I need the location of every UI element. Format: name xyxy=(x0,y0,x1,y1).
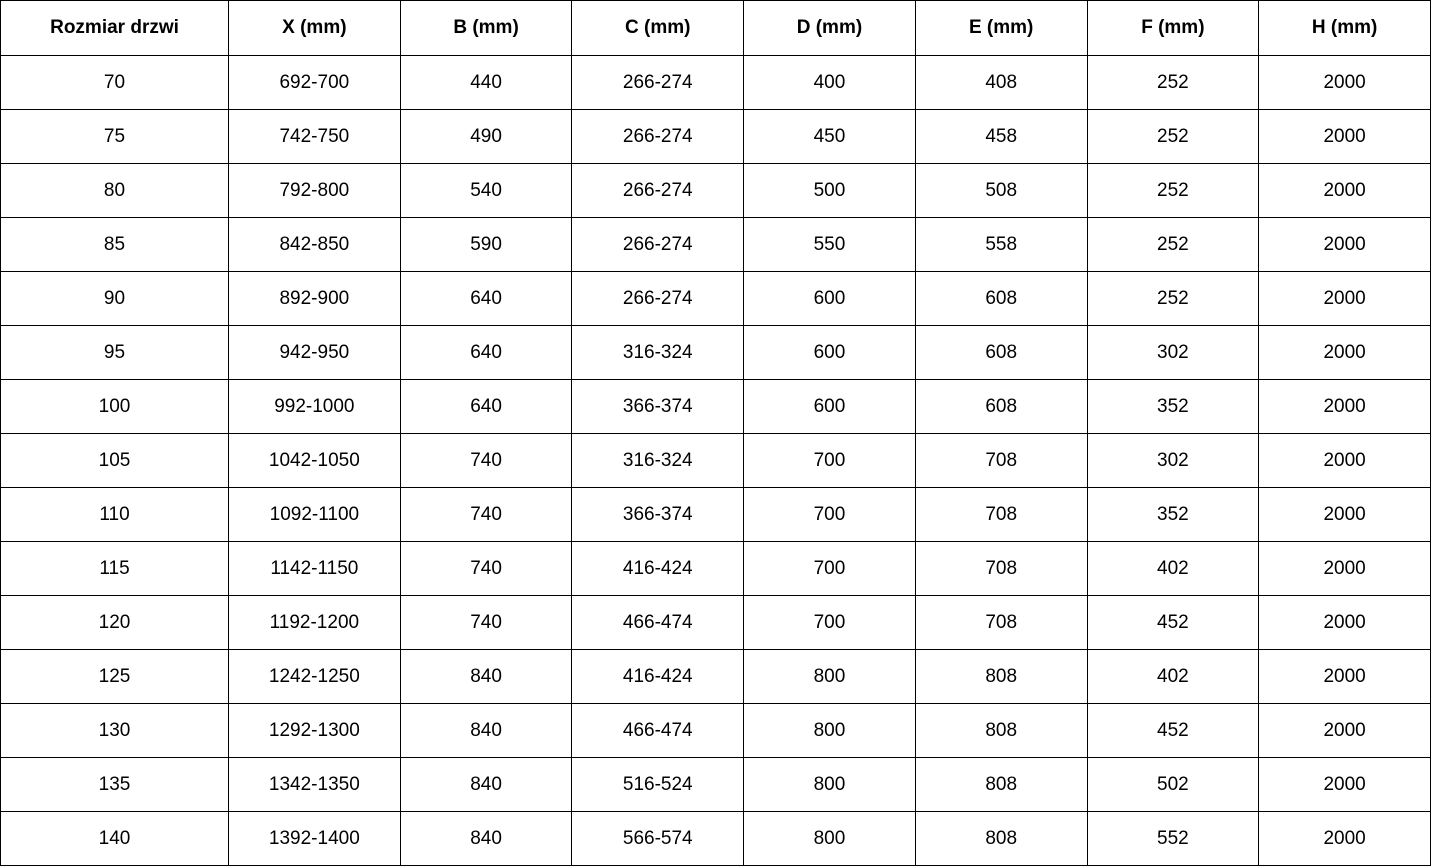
table-cell: 2000 xyxy=(1259,434,1431,488)
table-cell: 792-800 xyxy=(229,164,401,218)
table-body xyxy=(1,56,1431,866)
table-cell: 700 xyxy=(744,488,916,542)
table-row xyxy=(1,488,1431,542)
table-cell: 1192-1200 xyxy=(229,596,401,650)
table-cell: 80 xyxy=(1,164,229,218)
table-cell: 2000 xyxy=(1259,596,1431,650)
table-cell: 540 xyxy=(400,164,572,218)
table-cell: 600 xyxy=(744,272,916,326)
table-cell: 302 xyxy=(1087,434,1259,488)
table-cell: 266-274 xyxy=(572,164,744,218)
table-cell: 566-574 xyxy=(572,812,744,866)
table-cell: 402 xyxy=(1087,542,1259,596)
table-cell: 840 xyxy=(400,758,572,812)
table-cell: 2000 xyxy=(1259,56,1431,110)
table-cell: 110 xyxy=(1,488,229,542)
table-row xyxy=(1,434,1431,488)
table-cell: 366-374 xyxy=(572,488,744,542)
table-cell: 2000 xyxy=(1259,326,1431,380)
table-cell: 516-524 xyxy=(572,758,744,812)
table-cell: 105 xyxy=(1,434,229,488)
table-cell: 558 xyxy=(915,218,1087,272)
table-cell: 352 xyxy=(1087,380,1259,434)
table-cell: 800 xyxy=(744,812,916,866)
table-row xyxy=(1,56,1431,110)
table-cell: 302 xyxy=(1087,326,1259,380)
table-cell: 416-424 xyxy=(572,542,744,596)
table-cell: 700 xyxy=(744,596,916,650)
column-header-5: E (mm) xyxy=(915,1,1087,56)
table-cell: 708 xyxy=(915,434,1087,488)
table-cell: 1242-1250 xyxy=(229,650,401,704)
table-cell: 140 xyxy=(1,812,229,866)
table-cell: 408 xyxy=(915,56,1087,110)
table-cell: 992-1000 xyxy=(229,380,401,434)
table-cell: 1292-1300 xyxy=(229,704,401,758)
table-row xyxy=(1,650,1431,704)
table-cell: 692-700 xyxy=(229,56,401,110)
table-cell: 266-274 xyxy=(572,56,744,110)
table-cell: 2000 xyxy=(1259,380,1431,434)
table-cell: 840 xyxy=(400,704,572,758)
table-cell: 840 xyxy=(400,650,572,704)
table-cell: 700 xyxy=(744,434,916,488)
column-header-4: D (mm) xyxy=(744,1,916,56)
table-cell: 808 xyxy=(915,758,1087,812)
header-row xyxy=(1,1,1431,56)
table-cell: 892-900 xyxy=(229,272,401,326)
table-cell: 266-274 xyxy=(572,272,744,326)
table-cell: 252 xyxy=(1087,272,1259,326)
table-cell: 708 xyxy=(915,542,1087,596)
table-cell: 2000 xyxy=(1259,110,1431,164)
table-cell: 600 xyxy=(744,380,916,434)
table-cell: 590 xyxy=(400,218,572,272)
table-cell: 740 xyxy=(400,434,572,488)
table-cell: 2000 xyxy=(1259,272,1431,326)
table-cell: 352 xyxy=(1087,488,1259,542)
table-row xyxy=(1,542,1431,596)
table-row xyxy=(1,704,1431,758)
column-header-7: H (mm) xyxy=(1259,1,1431,56)
table-cell: 266-274 xyxy=(572,110,744,164)
column-header-3: C (mm) xyxy=(572,1,744,56)
table-cell: 700 xyxy=(744,542,916,596)
table-cell: 252 xyxy=(1087,164,1259,218)
table-cell: 70 xyxy=(1,56,229,110)
table-cell: 75 xyxy=(1,110,229,164)
table-cell: 2000 xyxy=(1259,542,1431,596)
table-cell: 740 xyxy=(400,542,572,596)
table-row xyxy=(1,758,1431,812)
column-header-0: Rozmiar drzwi xyxy=(1,1,229,56)
table-cell: 600 xyxy=(744,326,916,380)
table-cell: 550 xyxy=(744,218,916,272)
table-cell: 840 xyxy=(400,812,572,866)
table-cell: 808 xyxy=(915,704,1087,758)
table-cell: 500 xyxy=(744,164,916,218)
table-row xyxy=(1,596,1431,650)
table-cell: 115 xyxy=(1,542,229,596)
table-cell: 1042-1050 xyxy=(229,434,401,488)
table-cell: 2000 xyxy=(1259,812,1431,866)
table-cell: 130 xyxy=(1,704,229,758)
table-row xyxy=(1,812,1431,866)
table-row xyxy=(1,110,1431,164)
table-cell: 452 xyxy=(1087,704,1259,758)
table-cell: 2000 xyxy=(1259,218,1431,272)
table-cell: 800 xyxy=(744,650,916,704)
table-cell: 1342-1350 xyxy=(229,758,401,812)
table-cell: 2000 xyxy=(1259,704,1431,758)
table-cell: 608 xyxy=(915,326,1087,380)
table-cell: 316-324 xyxy=(572,326,744,380)
table-cell: 1142-1150 xyxy=(229,542,401,596)
table-cell: 2000 xyxy=(1259,488,1431,542)
table-cell: 808 xyxy=(915,650,1087,704)
table-cell: 608 xyxy=(915,380,1087,434)
table-cell: 508 xyxy=(915,164,1087,218)
table-row xyxy=(1,218,1431,272)
table-cell: 366-374 xyxy=(572,380,744,434)
table-cell: 742-750 xyxy=(229,110,401,164)
table-cell: 252 xyxy=(1087,56,1259,110)
table-cell: 1092-1100 xyxy=(229,488,401,542)
table-cell: 402 xyxy=(1087,650,1259,704)
table-row xyxy=(1,164,1431,218)
table-cell: 466-474 xyxy=(572,704,744,758)
table-cell: 252 xyxy=(1087,110,1259,164)
table-cell: 800 xyxy=(744,758,916,812)
table-cell: 2000 xyxy=(1259,758,1431,812)
table-cell: 842-850 xyxy=(229,218,401,272)
table-cell: 120 xyxy=(1,596,229,650)
table-cell: 450 xyxy=(744,110,916,164)
column-header-6: F (mm) xyxy=(1087,1,1259,56)
table-cell: 942-950 xyxy=(229,326,401,380)
table-cell: 708 xyxy=(915,596,1087,650)
table-cell: 100 xyxy=(1,380,229,434)
table-cell: 800 xyxy=(744,704,916,758)
table-cell: 640 xyxy=(400,380,572,434)
table-cell: 640 xyxy=(400,272,572,326)
table-cell: 125 xyxy=(1,650,229,704)
column-header-1: X (mm) xyxy=(229,1,401,56)
table-cell: 266-274 xyxy=(572,218,744,272)
table-cell: 135 xyxy=(1,758,229,812)
table-cell: 608 xyxy=(915,272,1087,326)
table-cell: 452 xyxy=(1087,596,1259,650)
table-cell: 740 xyxy=(400,488,572,542)
table-cell: 416-424 xyxy=(572,650,744,704)
table-cell: 1392-1400 xyxy=(229,812,401,866)
table-row xyxy=(1,380,1431,434)
table-cell: 2000 xyxy=(1259,650,1431,704)
table-cell: 466-474 xyxy=(572,596,744,650)
table-cell: 808 xyxy=(915,812,1087,866)
table-cell: 2000 xyxy=(1259,164,1431,218)
table-row xyxy=(1,326,1431,380)
table-cell: 552 xyxy=(1087,812,1259,866)
table-cell: 458 xyxy=(915,110,1087,164)
table-cell: 490 xyxy=(400,110,572,164)
table-cell: 252 xyxy=(1087,218,1259,272)
table-cell: 85 xyxy=(1,218,229,272)
table-cell: 440 xyxy=(400,56,572,110)
table-cell: 90 xyxy=(1,272,229,326)
table-cell: 502 xyxy=(1087,758,1259,812)
table-cell: 640 xyxy=(400,326,572,380)
table-cell: 95 xyxy=(1,326,229,380)
table-cell: 708 xyxy=(915,488,1087,542)
column-header-2: B (mm) xyxy=(400,1,572,56)
table-header xyxy=(1,1,1431,56)
table-cell: 740 xyxy=(400,596,572,650)
table-cell: 400 xyxy=(744,56,916,110)
table-row xyxy=(1,272,1431,326)
table-cell: 316-324 xyxy=(572,434,744,488)
